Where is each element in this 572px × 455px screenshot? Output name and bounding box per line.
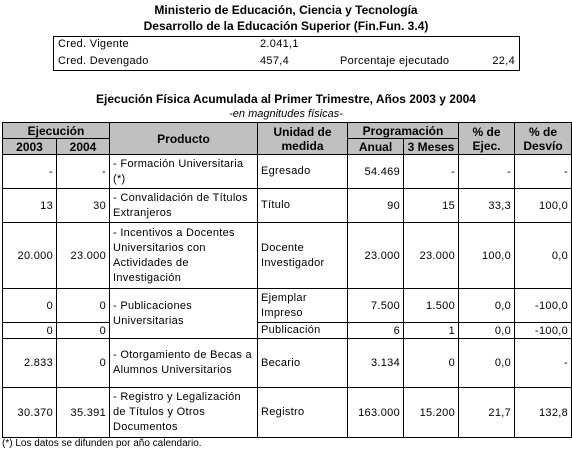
cell-2003: - [3, 155, 57, 189]
table-row [3, 155, 572, 189]
cell-3-meses: 1 [404, 323, 459, 339]
credito-devengado-value: 457,4 [260, 55, 290, 67]
credito-devengado-label: Cred. Devengado [58, 55, 149, 67]
cell-producto: - Formación Universitaria (*) [110, 155, 258, 189]
cell-3-meses: 15 [404, 189, 459, 223]
physical-execution-table [2, 122, 572, 438]
cell-2004: 35.391 [57, 388, 110, 438]
cell-3-meses: 15.200 [404, 388, 459, 438]
cell-producto: - Otorgamiento de Becas a Alumnos Universitarios [110, 339, 258, 388]
header-pct-desvio: % de Desvío [515, 123, 572, 155]
cell-2004: 0 [57, 323, 110, 339]
cell-anual: 23.000 [348, 223, 404, 289]
cell-2004: - [57, 155, 110, 189]
credito-vigente-label: Cred. Vigente [58, 38, 129, 50]
credito-vigente-value: 2.041,1 [260, 38, 299, 50]
header-pct-ejec: % de Ejec. [459, 123, 515, 155]
cell-pct-ejec: 0,0 [459, 323, 515, 339]
cell-anual: 163.000 [348, 388, 404, 438]
cell-pct-desvio: - [515, 339, 572, 388]
cell-pct-ejec: 100,0 [459, 223, 515, 289]
cell-3-meses: 0 [404, 339, 459, 388]
section-subtitle: -en magnitudes físicas- [229, 108, 343, 120]
header-programacion: Programación [348, 123, 459, 139]
cell-unidad: Publicación [258, 323, 348, 339]
cell-pct-desvio: 100,0 [515, 189, 572, 223]
cell-2003: 20.000 [3, 223, 57, 289]
header-3-meses: 3 Meses [404, 139, 459, 155]
cell-anual: 6 [348, 323, 404, 339]
cell-unidad: Registro [258, 388, 348, 438]
cell-2003: 13 [3, 189, 57, 223]
cell-producto: - Convalidación de Títulos Extranjeros [110, 189, 258, 223]
cell-2004: 0 [57, 339, 110, 388]
cell-pct-desvio: 132,8 [515, 388, 572, 438]
cell-unidad: Título [258, 189, 348, 223]
cell-unidad: Egresado [258, 155, 348, 189]
cell-2003: 0 [3, 323, 57, 339]
header-anual: Anual [348, 139, 404, 155]
cell-pct-ejec: 21,7 [459, 388, 515, 438]
cell-unidad: Becario [258, 339, 348, 388]
cell-producto: - Publicaciones Universitarias [110, 289, 258, 339]
cell-2004: 23.000 [57, 223, 110, 289]
cell-pct-ejec: 0,0 [459, 289, 515, 323]
ministry-title: Ministerio de Educación, Ciencia y Tecnología [154, 3, 418, 17]
cell-pct-desvio: -100,0 [515, 289, 572, 323]
cell-anual: 3.134 [348, 339, 404, 388]
header-2003: 2003 [3, 139, 57, 155]
cell-producto: - Registro y Legalización de Títulos y Otros Documentos [110, 388, 258, 438]
cell-anual: 54.469 [348, 155, 404, 189]
cell-producto: - Incentivos a Docentes Universitarios con Actividades de Investigación [110, 223, 258, 289]
cell-2003: 30.370 [3, 388, 57, 438]
table-row [3, 323, 572, 339]
cell-pct-desvio: 0,0 [515, 223, 572, 289]
header-ejecucion: Ejecución [3, 123, 110, 139]
cell-2004: 0 [57, 289, 110, 323]
porcentaje-ejecutado-value: 22,4 [492, 55, 515, 67]
cell-2003: 2.833 [3, 339, 57, 388]
table-row [3, 388, 572, 438]
cell-3-meses: 23.000 [404, 223, 459, 289]
cell-pct-desvio: -100,0 [515, 323, 572, 339]
table-row [3, 223, 572, 289]
cell-pct-ejec: 0,0 [459, 339, 515, 388]
program-title: Desarrollo de la Educación Superior (Fin.Fun. 3.4) [143, 19, 429, 33]
table-row [3, 189, 572, 223]
cell-3-meses: - [404, 155, 459, 189]
cell-3-meses: 1.500 [404, 289, 459, 323]
cell-pct-ejec: - [459, 155, 515, 189]
cell-unidad: Docente Investigador [258, 223, 348, 289]
cell-pct-desvio: - [515, 155, 572, 189]
cell-anual: 7.500 [348, 289, 404, 323]
header-unidad-medida: Unidad de medida [258, 123, 348, 155]
cell-2003: 0 [3, 289, 57, 323]
footnote: (*) Los datos se difunden por año calendario. [2, 438, 202, 449]
table-row [3, 289, 572, 323]
header-producto: Producto [110, 123, 258, 155]
cell-pct-ejec: 33,3 [459, 189, 515, 223]
cell-anual: 90 [348, 189, 404, 223]
section-title: Ejecución Física Acumulada al Primer Trimestre, Años 2003 y 2004 [96, 92, 476, 106]
credit-summary-box [53, 36, 520, 71]
table-row [3, 339, 572, 388]
porcentaje-ejecutado-label: Porcentaje ejecutado [340, 55, 450, 67]
cell-unidad: Ejemplar Impreso [258, 289, 348, 323]
cell-2004: 30 [57, 189, 110, 223]
header-2004: 2004 [57, 139, 110, 155]
